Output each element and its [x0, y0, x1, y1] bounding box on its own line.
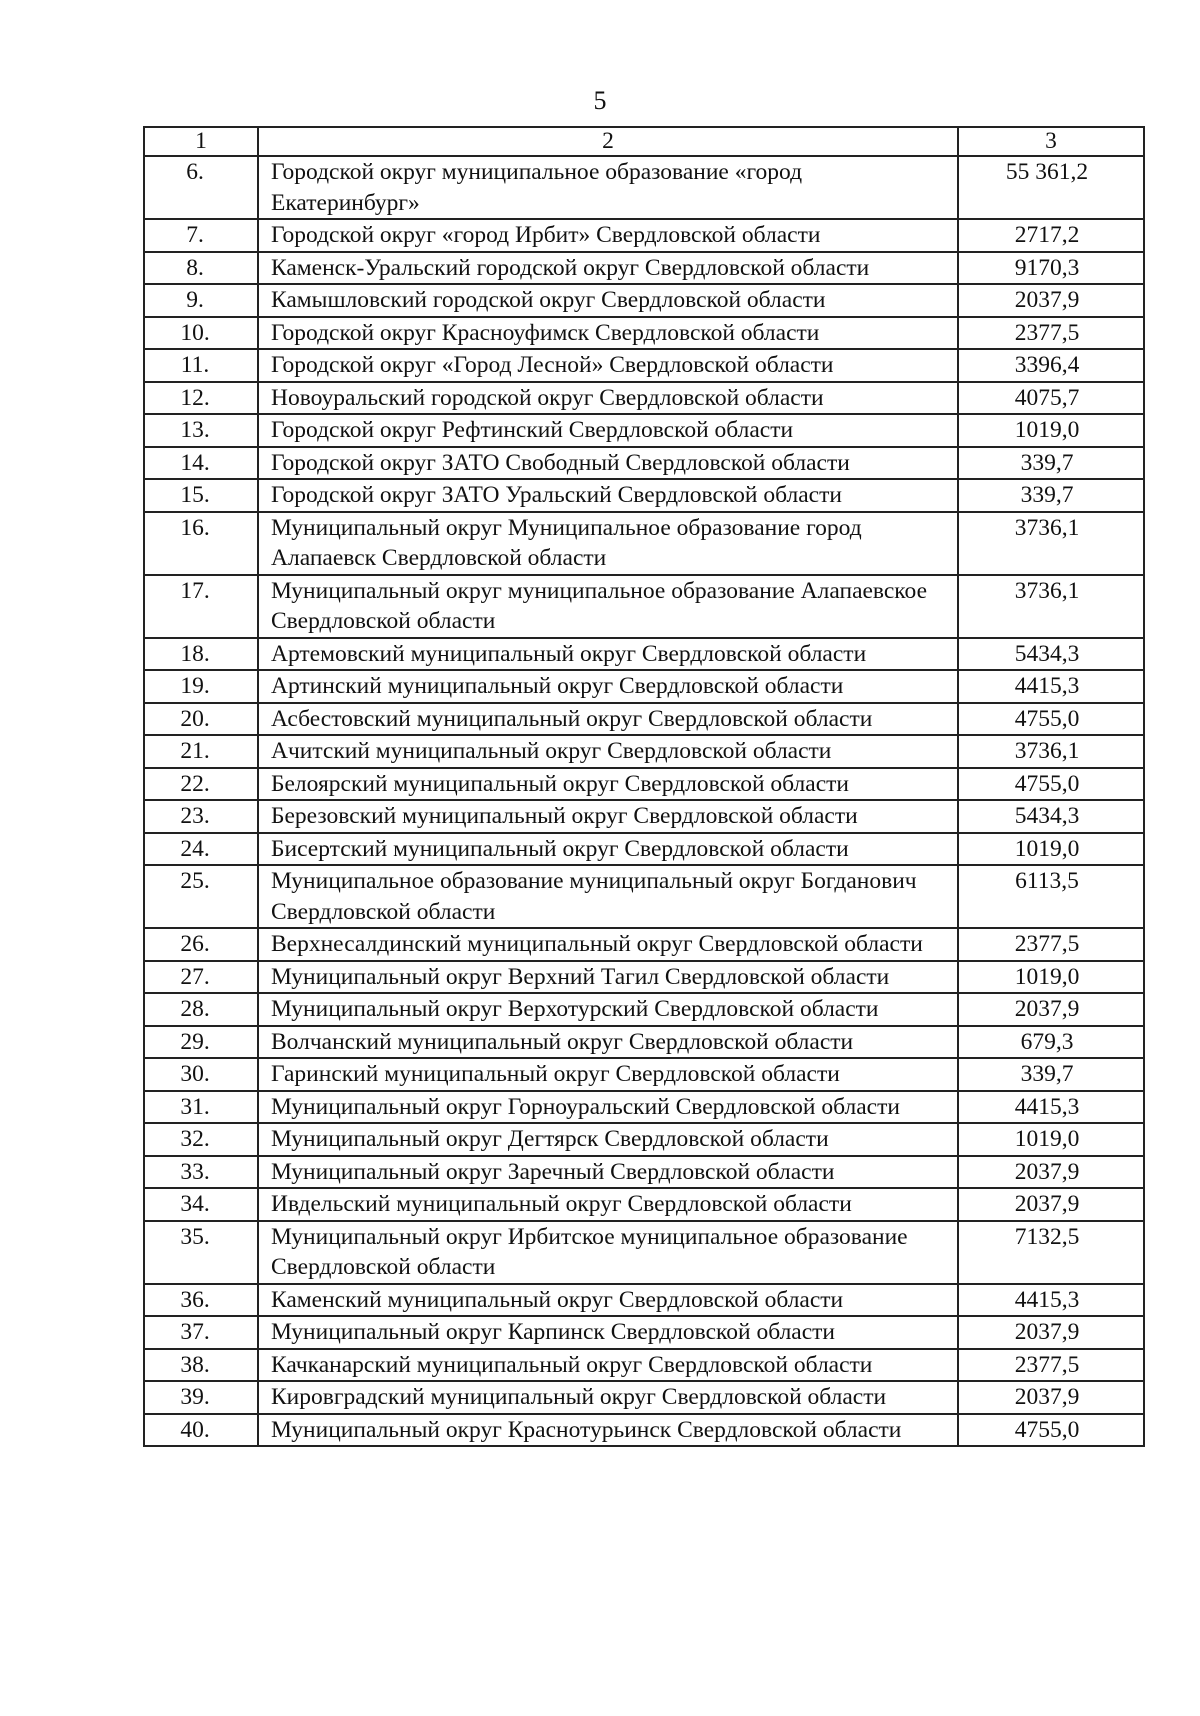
row-number: 39. — [144, 1381, 258, 1414]
table-row — [144, 382, 1144, 415]
allocation-amount: 4075,7 — [958, 382, 1144, 415]
municipality-name: Муниципальный округ Ирбитское муниципальное образование Свердловской области — [258, 1221, 958, 1284]
row-number: 18. — [144, 638, 258, 671]
table-row — [144, 284, 1144, 317]
municipality-name: Асбестовский муниципальный округ Свердловской области — [258, 703, 958, 736]
municipality-name: Муниципальное образование муниципальный округ Богданович Свердловской области — [258, 865, 958, 928]
allocation-amount: 2377,5 — [958, 1349, 1144, 1382]
row-number: 11. — [144, 349, 258, 382]
municipality-name: Муниципальный округ Горноуральский Свердловской области — [258, 1091, 958, 1124]
row-number: 25. — [144, 865, 258, 928]
header-col-value: 3 — [958, 127, 1144, 156]
municipality-name: Городской округ «город Ирбит» Свердловской области — [258, 219, 958, 252]
row-number: 8. — [144, 252, 258, 285]
table-row — [144, 1188, 1144, 1221]
row-number: 23. — [144, 800, 258, 833]
table-row — [144, 1156, 1144, 1189]
allocation-amount: 1019,0 — [958, 1123, 1144, 1156]
municipality-name: Городской округ ЗАТО Свободный Свердловской области — [258, 447, 958, 480]
header-col-name: 2 — [258, 127, 958, 156]
table-row — [144, 1221, 1144, 1284]
allocation-amount: 7132,5 — [958, 1221, 1144, 1284]
row-number: 10. — [144, 317, 258, 350]
allocation-amount: 5434,3 — [958, 800, 1144, 833]
row-number: 9. — [144, 284, 258, 317]
row-number: 33. — [144, 1156, 258, 1189]
allocation-amount: 9170,3 — [958, 252, 1144, 285]
table-row — [144, 703, 1144, 736]
municipality-name: Муниципальный округ Муниципальное образование город Алапаевск Свердловской области — [258, 512, 958, 575]
row-number: 22. — [144, 768, 258, 801]
allocation-amount: 339,7 — [958, 479, 1144, 512]
table-row — [144, 1091, 1144, 1124]
table-row — [144, 865, 1144, 928]
allocation-amount: 4415,3 — [958, 1091, 1144, 1124]
row-number: 40. — [144, 1414, 258, 1447]
row-number: 15. — [144, 479, 258, 512]
row-number: 38. — [144, 1349, 258, 1382]
table-row — [144, 993, 1144, 1026]
allocation-amount: 2037,9 — [958, 1188, 1144, 1221]
row-number: 30. — [144, 1058, 258, 1091]
table-row — [144, 349, 1144, 382]
allocation-amount: 55 361,2 — [958, 156, 1144, 219]
page-number: 5 — [593, 86, 607, 115]
row-number: 37. — [144, 1316, 258, 1349]
municipality-name: Городской округ ЗАТО Уральский Свердловской области — [258, 479, 958, 512]
row-number: 14. — [144, 447, 258, 480]
municipality-name: Гаринский муниципальный округ Свердловской области — [258, 1058, 958, 1091]
municipality-name: Артинский муниципальный округ Свердловской области — [258, 670, 958, 703]
allocation-amount: 1019,0 — [958, 414, 1144, 447]
municipality-name: Городской округ Красноуфимск Свердловской области — [258, 317, 958, 350]
municipality-name: Бисертский муниципальный округ Свердловской области — [258, 833, 958, 866]
allocation-amount: 4415,3 — [958, 670, 1144, 703]
municipality-name: Белоярский муниципальный округ Свердловской области — [258, 768, 958, 801]
table-row — [144, 1284, 1144, 1317]
allocation-amount: 2037,9 — [958, 1156, 1144, 1189]
table-row — [144, 219, 1144, 252]
municipality-name: Верхнесалдинский муниципальный округ Свердловской области — [258, 928, 958, 961]
municipality-name: Ивдельский муниципальный округ Свердловской области — [258, 1188, 958, 1221]
allocation-amount: 339,7 — [958, 447, 1144, 480]
municipality-name: Качканарский муниципальный округ Свердловской области — [258, 1349, 958, 1382]
municipality-name: Муниципальный округ муниципальное образование Алапаевское Свердловской области — [258, 575, 958, 638]
row-number: 26. — [144, 928, 258, 961]
municipality-name: Муниципальный округ Карпинск Свердловской области — [258, 1316, 958, 1349]
table-row — [144, 512, 1144, 575]
allocation-amount: 4755,0 — [958, 768, 1144, 801]
allocation-amount: 1019,0 — [958, 833, 1144, 866]
allocation-amount: 1019,0 — [958, 961, 1144, 994]
table-row — [144, 833, 1144, 866]
row-number: 20. — [144, 703, 258, 736]
allocation-amount: 3736,1 — [958, 512, 1144, 575]
table-header-row — [144, 127, 1144, 156]
table-row — [144, 479, 1144, 512]
table-row — [144, 1316, 1144, 1349]
allocation-amount: 2037,9 — [958, 1316, 1144, 1349]
table-row — [144, 928, 1144, 961]
table-row — [144, 575, 1144, 638]
allocation-amount: 2037,9 — [958, 1381, 1144, 1414]
allocation-table — [143, 126, 1145, 1447]
allocation-amount: 4755,0 — [958, 1414, 1144, 1447]
municipality-name: Кировградский муниципальный округ Свердловской области — [258, 1381, 958, 1414]
row-number: 6. — [144, 156, 258, 219]
municipality-name: Муниципальный округ Краснотурьинск Свердловской области — [258, 1414, 958, 1447]
allocation-amount: 2717,2 — [958, 219, 1144, 252]
municipality-name: Муниципальный округ Верхотурский Свердловской области — [258, 993, 958, 1026]
municipality-name: Каменск-Уральский городской округ Свердловской области — [258, 252, 958, 285]
allocation-amount: 679,3 — [958, 1026, 1144, 1059]
municipality-name: Муниципальный округ Заречный Свердловской области — [258, 1156, 958, 1189]
table-row — [144, 735, 1144, 768]
allocation-amount: 2377,5 — [958, 317, 1144, 350]
row-number: 16. — [144, 512, 258, 575]
table-row — [144, 768, 1144, 801]
allocation-amount: 6113,5 — [958, 865, 1144, 928]
allocation-amount: 339,7 — [958, 1058, 1144, 1091]
row-number: 27. — [144, 961, 258, 994]
allocation-amount: 3736,1 — [958, 735, 1144, 768]
municipality-name: Городской округ «Город Лесной» Свердловской области — [258, 349, 958, 382]
row-number: 35. — [144, 1221, 258, 1284]
table-row — [144, 447, 1144, 480]
table-row — [144, 1349, 1144, 1382]
municipality-name: Городской округ Рефтинский Свердловской области — [258, 414, 958, 447]
table-row — [144, 1058, 1144, 1091]
row-number: 17. — [144, 575, 258, 638]
row-number: 7. — [144, 219, 258, 252]
allocation-amount: 4415,3 — [958, 1284, 1144, 1317]
row-number: 31. — [144, 1091, 258, 1124]
table-row — [144, 317, 1144, 350]
table-row — [144, 1381, 1144, 1414]
table-row — [144, 156, 1144, 219]
header-col-number: 1 — [144, 127, 258, 156]
municipality-name: Волчанский муниципальный округ Свердловской области — [258, 1026, 958, 1059]
allocation-amount: 2037,9 — [958, 993, 1144, 1026]
municipality-name: Артемовский муниципальный округ Свердловской области — [258, 638, 958, 671]
allocation-amount: 3396,4 — [958, 349, 1144, 382]
row-number: 36. — [144, 1284, 258, 1317]
row-number: 29. — [144, 1026, 258, 1059]
municipality-name: Новоуральский городской округ Свердловской области — [258, 382, 958, 415]
municipality-name: Муниципальный округ Дегтярск Свердловской области — [258, 1123, 958, 1156]
municipality-name: Муниципальный округ Верхний Тагил Свердловской области — [258, 961, 958, 994]
allocation-amount: 3736,1 — [958, 575, 1144, 638]
table-row — [144, 961, 1144, 994]
row-number: 24. — [144, 833, 258, 866]
table-row — [144, 252, 1144, 285]
table-row — [144, 1123, 1144, 1156]
row-number: 12. — [144, 382, 258, 415]
table-row — [144, 670, 1144, 703]
row-number: 13. — [144, 414, 258, 447]
row-number: 32. — [144, 1123, 258, 1156]
allocation-amount: 2377,5 — [958, 928, 1144, 961]
row-number: 19. — [144, 670, 258, 703]
row-number: 21. — [144, 735, 258, 768]
table-row — [144, 1026, 1144, 1059]
row-number: 28. — [144, 993, 258, 1026]
allocation-amount: 5434,3 — [958, 638, 1144, 671]
row-number: 34. — [144, 1188, 258, 1221]
municipality-name: Камышловский городской округ Свердловской области — [258, 284, 958, 317]
municipality-name: Каменский муниципальный округ Свердловской области — [258, 1284, 958, 1317]
table-row — [144, 1414, 1144, 1447]
allocation-amount: 4755,0 — [958, 703, 1144, 736]
table-row — [144, 414, 1144, 447]
municipality-name: Ачитский муниципальный округ Свердловской области — [258, 735, 958, 768]
municipality-name: Городской округ муниципальное образование «город Екатеринбург» — [258, 156, 958, 219]
allocation-amount: 2037,9 — [958, 284, 1144, 317]
table-row — [144, 800, 1144, 833]
municipality-name: Березовский муниципальный округ Свердловской области — [258, 800, 958, 833]
table-row — [144, 638, 1144, 671]
